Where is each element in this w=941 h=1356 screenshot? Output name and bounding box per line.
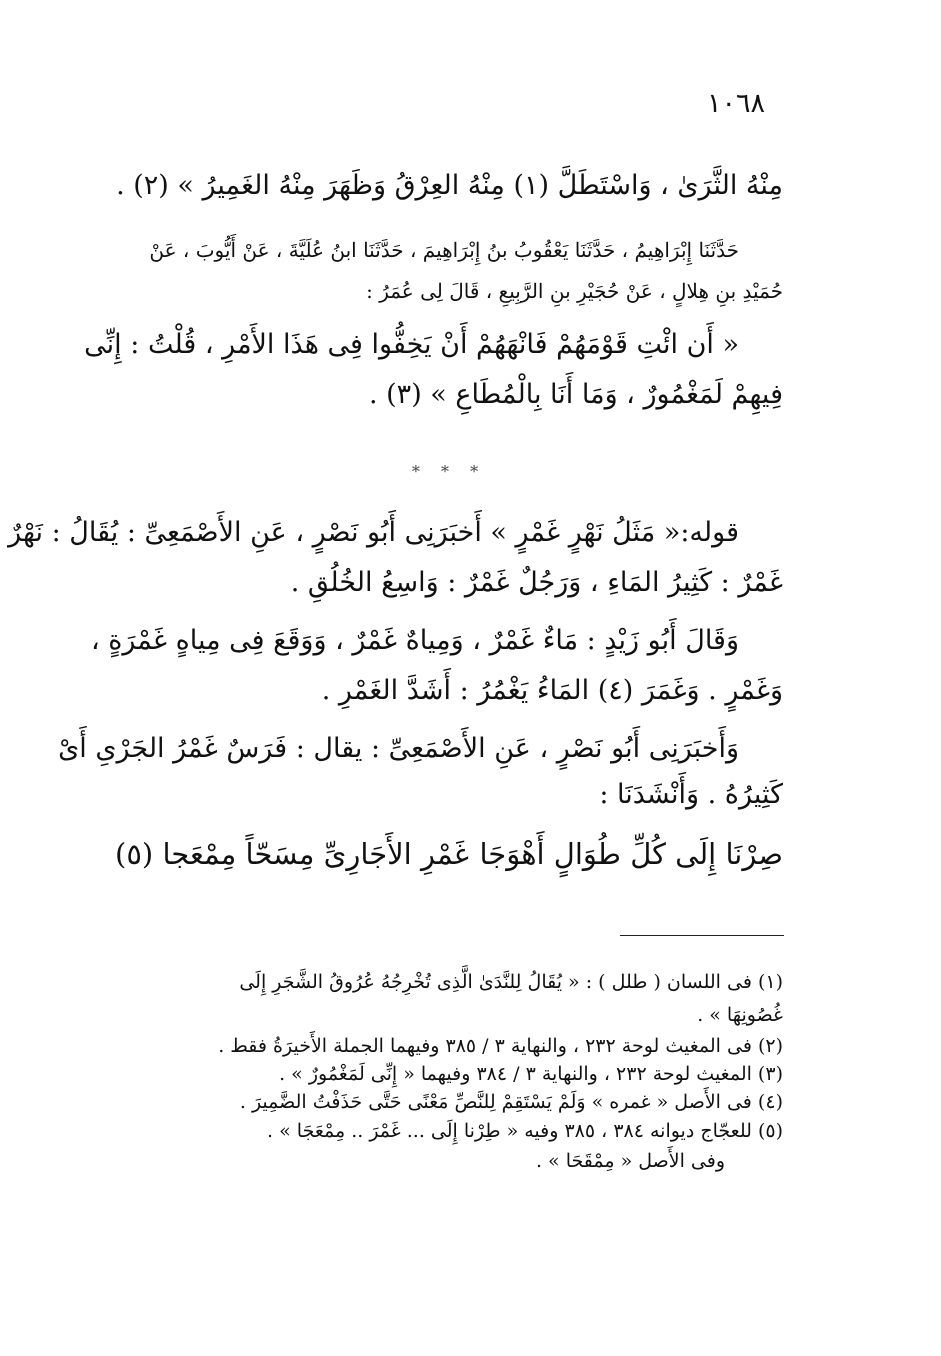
footnote-divider	[620, 935, 784, 936]
quote-line: فِيهِمْ لَمَغْمُورٌ ، وَمَا أَنَا بِالْمُطَاعِ » (٣) .	[368, 379, 783, 410]
verse-first-hemistich: صِرْنَا إِلَى كُلِّ طُوَالٍ أَهْوَجَا	[479, 837, 783, 871]
paragraph-line: قوله:« مَثَلُ نَهْرٍ غَمْرٍ » أَخبَرَنِى أَبُو نَصْرٍ ، عَنِ الأَصْمَعِىِّ : يُقَالُ : نَهْرٌ	[8, 517, 739, 548]
footnote-line: (١) فى اللسان ( طلل ) : « يُقَالُ لِلنَّدَىٰ الَّذِى تُخْرِجُهُ عُرُوقُ الشَّجَرِ إِلَى	[239, 971, 783, 993]
footnotes	[115, 966, 783, 1176]
page-number: ١٠٦٨	[706, 88, 765, 119]
verse-second-hemistich: غَمْرِ الأَجَارِىِّ مِسَحّاً مِمْعَجا (٥)	[115, 837, 469, 871]
quote-line: « أَن ائْتِ قَوْمَهُمْ فَانْهَهُمْ أَنْ يَخِفُّوا فِى هَذَا الأَمْرِ ، قُلْتُ : إِنِّى	[84, 329, 739, 360]
footnote-line: (٤) فى الأَصل « غمره » وَلَمْ يَسْتَقِمْ لِلنَّصِّ مَعْنًى حَتَّى حَذَفْتُ الضَّمِيرَ .	[239, 1091, 783, 1113]
footnote-line: وفى الأَصل « مِمْقَحَا » .	[535, 1150, 725, 1172]
main-text	[8, 160, 783, 882]
footnote-line: (٥) للعجّاج ديوانه ٣٨٤ ، ٣٨٥ وفيه « طِرْنا إِلَى ... غَمْرَ .. مِمْعَجَا » .	[267, 1120, 783, 1142]
isnad-line: حَدَّثَنَا إِبْرَاهِيمُ ، حَدَّثَنَا يَعْقُوبُ بنُ إِبْرَاهِيمَ ، حَدَّثَنَا ابنُ عُلَيَّةَ ، عَنْ أَيُّوبَ ، عَنْ	[149, 238, 739, 262]
paragraph-line: كَثِيرُهُ . وَأَنْشَدَنَا :	[599, 779, 783, 810]
paragraph-line: وَغَمْرٍ . وَغَمَرَ (٤) المَاءُ يَغْمُرُ : أَشَدَّ الغَمْرِ .	[321, 675, 783, 706]
poetry-verse	[115, 826, 783, 882]
isnad-line: حُمَيْدِ بنِ هِلالٍ ، عَنْ حُجَيْرِ بنِ الرَّبِيعِ ، قَالَ لِى عُمَرُ :	[366, 279, 783, 303]
paragraph-line: غَمْرٌ : كَثِيرُ المَاءِ ، وَرَجُلٌ غَمْرٌ : وَاسِعُ الخُلُقِ .	[290, 567, 783, 598]
section-separator: * * *	[411, 462, 487, 481]
text-line: مِنْهُ الثَّرَىٰ ، وَاسْتَطَلَّ (١) مِنْهُ العِرْقُ وَظَهَرَ مِنْهُ الغَمِيرُ » (٢) .	[116, 170, 783, 201]
footnote-line: (٢) فى المغيث لوحة ٢٣٢ ، والنهاية ٣ / ٣٨٥ وفيهما الجملة الأَخيرَةُ فقط .	[218, 1035, 783, 1057]
paragraph-line: وَأَخبَرَنِى أَبُو نَصْرٍ ، عَنِ الأَصْمَعِىِّ : يقال : فَرَسٌ غَمْرُ الجَرْىِ أَىْ	[58, 733, 739, 764]
footnote-line: (٣) المغيث لوحة ٢٣٢ ، والنهاية ٣ / ٣٨٤ وفيهما « إِنِّى لَمَغْمُورٌ » .	[279, 1063, 783, 1085]
paragraph-line: وَقَالَ أَبُو زَيْدٍ : مَاءٌ غَمْرٌ ، وَمِياهٌ غَمْرٌ ، وَوَقَعَ فِى مِياهٍ غَمْرَةٍ ،	[90, 625, 739, 656]
footnote-line: غُصُونِهَا » .	[697, 1004, 783, 1026]
